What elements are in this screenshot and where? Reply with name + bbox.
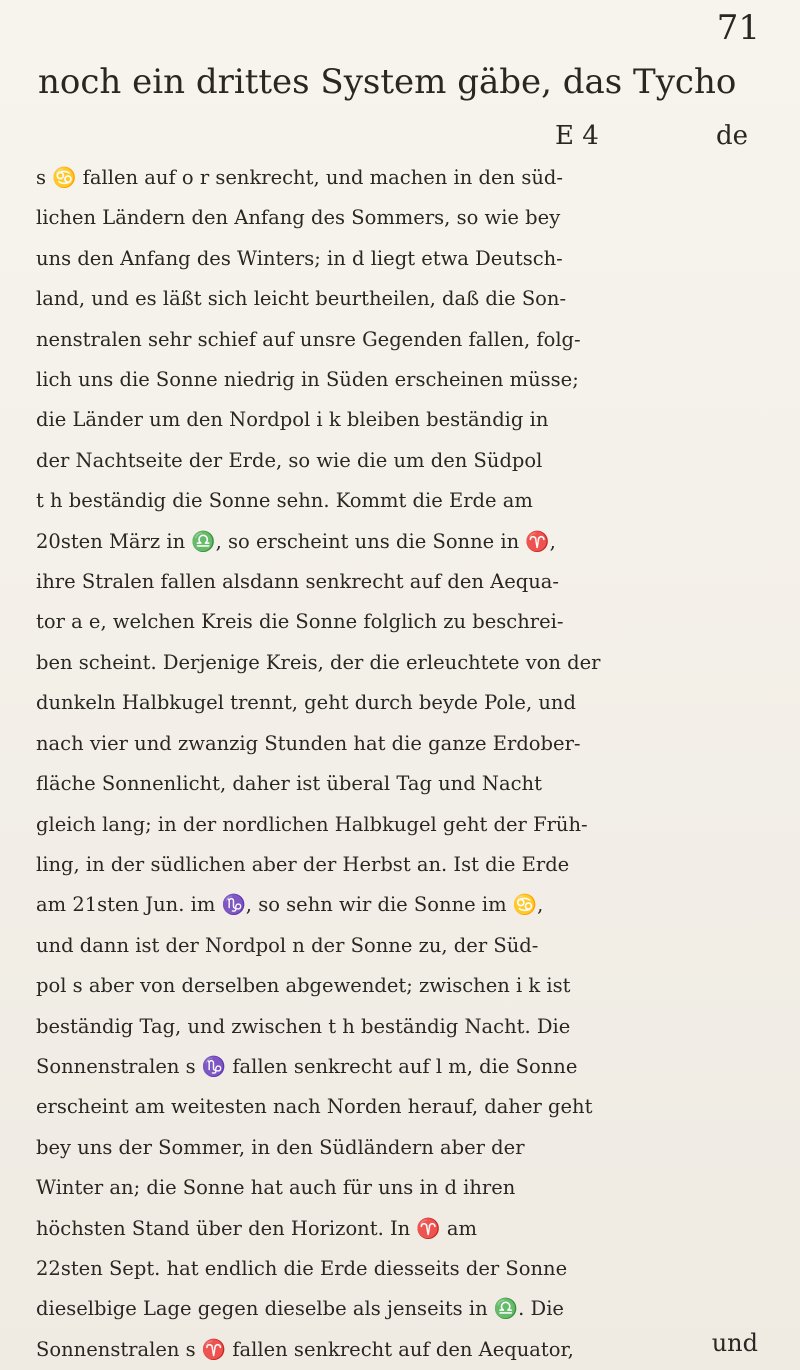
- text-line: und dann ist der Nordpol n der Sonne zu, der Süd-: [36, 933, 539, 957]
- text-line: tor a e, welchen Kreis die Sonne folglich zu beschrei-: [36, 610, 564, 634]
- text-line: erscheint am weitesten nach Norden herauf, daher geht: [36, 1095, 593, 1119]
- text-line: beständig Tag, und zwischen t h beständig Nacht. Die: [36, 1014, 571, 1038]
- text-line: pol s aber von derselben abgewendet; zwischen i k ist: [36, 974, 571, 998]
- text-line: t h beständig die Sonne sehn. Kommt die Erde am: [36, 489, 533, 513]
- text-line: fläche Sonnenlicht, daher ist überal Tag und Nacht: [36, 772, 542, 796]
- text-line: ihre Stralen fallen alsdann senkrecht auf den Aequa-: [36, 570, 559, 594]
- text-line: nenstralen sehr schief auf unsre Gegenden fallen, folg-: [36, 327, 581, 351]
- text-line: 20sten März in ♎, so erscheint uns die Sonne in ♈,: [36, 529, 556, 553]
- text-line: uns den Anfang des Winters; in d liegt etwa Deutsch-: [36, 246, 563, 270]
- catchword-top: de: [715, 121, 748, 151]
- text-line: dunkeln Halbkugel trennt, geht durch beyde Pole, und: [36, 691, 576, 715]
- body-text: [36, 158, 764, 1370]
- text-line: lichen Ländern den Anfang des Sommers, so wie bey: [36, 206, 561, 230]
- text-line: gleich lang; in der nordlichen Halbkugel geht der Früh-: [36, 812, 588, 836]
- text-line: s ♋ fallen auf o r senkrecht, und machen in den süd-: [36, 166, 563, 189]
- text-line: Winter an; die Sonne hat auch für uns in d ihren: [36, 1176, 516, 1200]
- text-line: Sonnenstralen s ♈ fallen senkrecht auf den Aequator,: [36, 1337, 574, 1361]
- text-line: dieselbige Lage gegen dieselbe als jenseits in ♎. Die: [36, 1297, 564, 1321]
- text-line: Sonnenstralen s ♑ fallen senkrecht auf l m, die Sonne: [36, 1054, 578, 1078]
- text-line: am 21sten Jun. im ♑, so sehn wir die Sonne im ♋,: [36, 893, 544, 917]
- text-line: ben scheint. Derjenige Kreis, der die erleuchtete von der: [36, 650, 601, 674]
- page-number: 71: [716, 8, 760, 48]
- headline-line: noch ein drittes System gäbe, das Tycho: [38, 62, 737, 102]
- signature-mark: E 4: [555, 121, 599, 151]
- text-line: 22sten Sept. hat endlich die Erde diesseits der Sonne: [36, 1256, 568, 1280]
- text-line: ling, in der südlichen aber der Herbst an. Ist die Erde: [36, 852, 570, 876]
- text-line: höchsten Stand über den Horizont. In ♈ am: [36, 1216, 478, 1240]
- text-line: land, und es läßt sich leicht beurtheilen, daß die Son-: [36, 287, 567, 311]
- catchword-bottom: und: [711, 1329, 758, 1357]
- text-line: die Länder um den Nordpol i k bleiben beständig in: [36, 408, 549, 432]
- text-line: der Nachtseite der Erde, so wie die um den Südpol: [36, 448, 543, 472]
- text-line: lich uns die Sonne niedrig in Süden erscheinen müsse;: [36, 368, 579, 392]
- text-line: bey uns der Sommer, in den Südländern aber der: [36, 1135, 525, 1159]
- text-line: nach vier und zwanzig Stunden hat die ganze Erdober-: [36, 731, 581, 755]
